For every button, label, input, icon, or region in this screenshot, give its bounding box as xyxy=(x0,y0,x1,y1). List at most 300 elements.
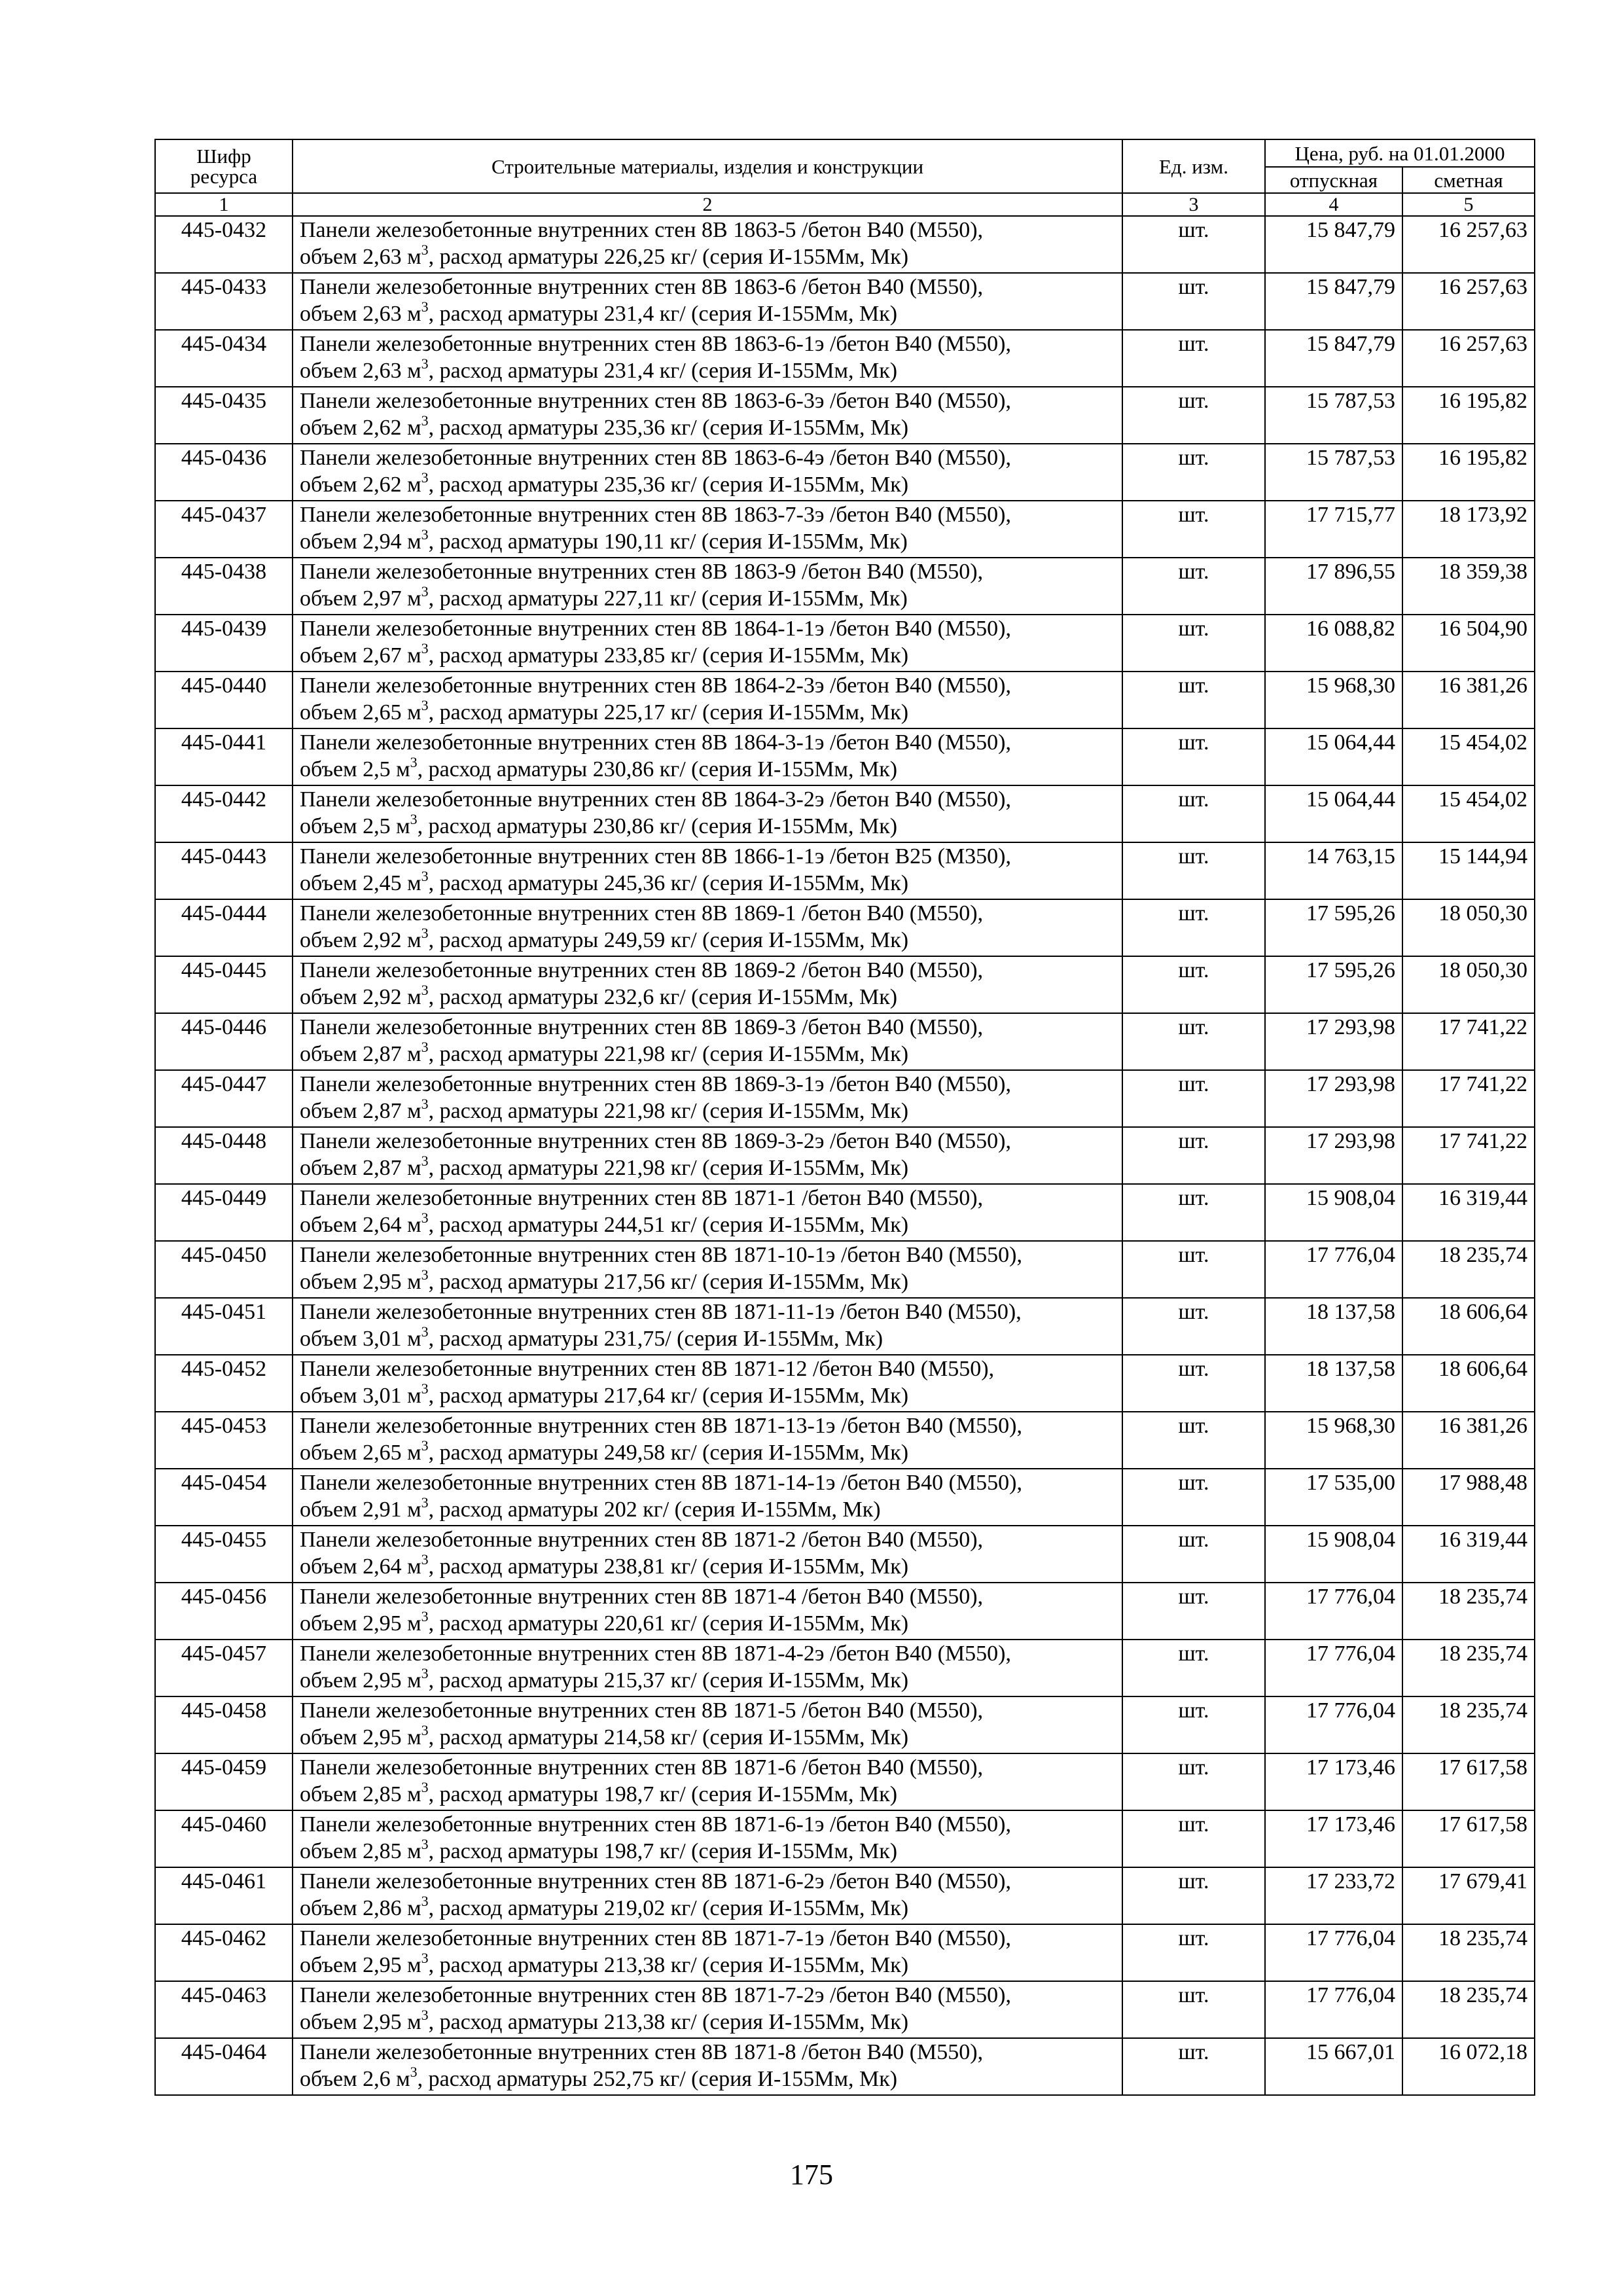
unit-of-measure: шт. xyxy=(1122,672,1265,728)
resource-code: 445-0463 xyxy=(155,1981,293,2038)
unit-of-measure: шт. xyxy=(1122,1184,1265,1241)
unit-of-measure: шт. xyxy=(1122,899,1265,956)
resource-code: 445-0452 xyxy=(155,1355,293,1412)
price-release: 15 968,30 xyxy=(1265,1412,1402,1469)
header-unit: Ед. изм. xyxy=(1122,139,1265,193)
resource-code: 445-0457 xyxy=(155,1640,293,1696)
unit-of-measure: шт. xyxy=(1122,2038,1265,2095)
description-line-2: , расход арматуры 198,7 кг/ (серия И-155Мм, Мк) xyxy=(428,1782,898,1806)
resource-code: 445-0455 xyxy=(155,1526,293,1583)
price-release: 17 776,04 xyxy=(1265,1583,1402,1640)
price-estimate: 18 235,74 xyxy=(1402,1696,1535,1753)
description-line-1: Панели железобетонные внутренних стен 8В 1871-6 /бетон В40 (М550), xyxy=(300,1755,984,1780)
price-estimate: 17 741,22 xyxy=(1402,1127,1535,1184)
price-release: 15 847,79 xyxy=(1265,273,1402,330)
resource-code: 445-0464 xyxy=(155,2038,293,2095)
price-estimate: 16 195,82 xyxy=(1402,387,1535,444)
description-line-1: Панели железобетонные внутренних стен 8В 1871-6-1э /бетон В40 (М550), xyxy=(300,1812,1012,1837)
resource-code: 445-0449 xyxy=(155,1184,293,1241)
price-release: 15 064,44 xyxy=(1265,785,1402,842)
description-line-2: , расход арматуры 249,58 кг/ (серия И-155Мм, Мк) xyxy=(428,1441,909,1465)
unit-of-measure: шт. xyxy=(1122,1696,1265,1753)
price-estimate: 18 050,30 xyxy=(1402,899,1535,956)
column-number: 5 xyxy=(1402,193,1535,216)
unit-of-measure: шт. xyxy=(1122,1355,1265,1412)
volume-exponent: 3 xyxy=(421,1210,429,1226)
description-line-2: , расход арматуры 231,4 кг/ (серия И-155Мм, Мк) xyxy=(428,302,898,326)
description-volume: объем 2,91 м xyxy=(300,1498,421,1522)
material-description xyxy=(293,615,1122,672)
price-release: 15 968,30 xyxy=(1265,672,1402,728)
resource-code: 445-0446 xyxy=(155,1013,293,1070)
resource-code: 445-0440 xyxy=(155,672,293,728)
description-line-2: , расход арматуры 217,64 кг/ (серия И-155Мм, Мк) xyxy=(428,1384,909,1408)
volume-exponent: 3 xyxy=(421,1039,429,1055)
description-line-2: , расход арматуры 231,75/ (серия И-155Мм, Мк) xyxy=(428,1327,883,1351)
price-estimate: 18 606,64 xyxy=(1402,1355,1535,1412)
header-code: Шифр ресурса xyxy=(155,139,293,193)
price-estimate: 18 173,92 xyxy=(1402,501,1535,558)
column-numbers-row xyxy=(155,193,1535,216)
description-line-1: Панели железобетонные внутренних стен 8В 1871-5 /бетон В40 (М550), xyxy=(300,1698,984,1723)
resource-code: 445-0443 xyxy=(155,842,293,899)
description-line-1: Панели железобетонные внутренних стен 8В 1864-1-1э /бетон В40 (М550), xyxy=(300,617,1012,641)
unit-of-measure: шт. xyxy=(1122,1924,1265,1981)
table-row xyxy=(155,1696,1535,1753)
table-row xyxy=(155,1753,1535,1810)
description-line-2: , расход арматуры 202 кг/ (серия И-155Мм, Мк) xyxy=(428,1498,881,1522)
resource-code: 445-0462 xyxy=(155,1924,293,1981)
description-line-2: , расход арматуры 232,6 кг/ (серия И-155Мм, Мк) xyxy=(428,985,898,1009)
material-description xyxy=(293,1298,1122,1355)
price-release: 17 896,55 xyxy=(1265,558,1402,615)
volume-exponent: 3 xyxy=(421,298,429,315)
description-line-1: Панели железобетонные внутренних стен 8В 1863-5 /бетон В40 (М550), xyxy=(300,218,984,242)
price-release: 16 088,82 xyxy=(1265,615,1402,672)
description-line-2: , расход арматуры 235,36 кг/ (серия И-155Мм, Мк) xyxy=(428,473,909,497)
description-volume: объем 2,94 м xyxy=(300,529,421,554)
unit-of-measure: шт. xyxy=(1122,273,1265,330)
description-line-1: Панели железобетонные внутренних стен 8В 1864-3-1э /бетон В40 (М550), xyxy=(300,730,1012,755)
table-row xyxy=(155,1070,1535,1127)
price-release: 15 908,04 xyxy=(1265,1526,1402,1583)
price-estimate: 16 381,26 xyxy=(1402,1412,1535,1469)
description-line-1: Панели железобетонные внутренних стен 8В 1869-3-1э /бетон В40 (М550), xyxy=(300,1072,1012,1096)
description-line-2: , расход арматуры 244,51 кг/ (серия И-155Мм, Мк) xyxy=(428,1213,909,1237)
material-description xyxy=(293,1981,1122,2038)
price-estimate: 16 319,44 xyxy=(1402,1526,1535,1583)
unit-of-measure: шт. xyxy=(1122,1583,1265,1640)
unit-of-measure: шт. xyxy=(1122,387,1265,444)
description-line-1: Панели железобетонные внутренних стен 8В 1863-9 /бетон В40 (М550), xyxy=(300,560,984,584)
table-row xyxy=(155,1298,1535,1355)
description-line-1: Панели железобетонные внутренних стен 8В 1869-3-2э /бетон В40 (М550), xyxy=(300,1129,1012,1153)
unit-of-measure: шт. xyxy=(1122,1298,1265,1355)
price-release: 15 908,04 xyxy=(1265,1184,1402,1241)
price-estimate: 18 050,30 xyxy=(1402,956,1535,1013)
resource-code: 445-0441 xyxy=(155,728,293,785)
volume-exponent: 3 xyxy=(421,526,429,543)
price-estimate: 15 144,94 xyxy=(1402,842,1535,899)
material-description xyxy=(293,1583,1122,1640)
material-description xyxy=(293,1526,1122,1583)
unit-of-measure: шт. xyxy=(1122,330,1265,387)
description-line-1: Панели железобетонные внутренних стен 8В 1871-2 /бетон В40 (М550), xyxy=(300,1528,984,1552)
resource-code: 445-0433 xyxy=(155,273,293,330)
volume-exponent: 3 xyxy=(421,583,429,600)
material-description xyxy=(293,558,1122,615)
price-estimate: 16 257,63 xyxy=(1402,330,1535,387)
price-release: 14 763,15 xyxy=(1265,842,1402,899)
price-release: 17 293,98 xyxy=(1265,1127,1402,1184)
description-volume: объем 2,62 м xyxy=(300,473,421,497)
volume-exponent: 3 xyxy=(421,355,429,372)
volume-exponent: 3 xyxy=(410,2064,418,2080)
description-line-2: , расход арматуры 215,37 кг/ (серия И-155Мм, Мк) xyxy=(428,1668,909,1693)
unit-of-measure: шт. xyxy=(1122,1412,1265,1469)
description-volume: объем 2,87 м xyxy=(300,1156,421,1180)
material-description xyxy=(293,728,1122,785)
unit-of-measure: шт. xyxy=(1122,1753,1265,1810)
unit-of-measure: шт. xyxy=(1122,501,1265,558)
table-row xyxy=(155,672,1535,728)
description-line-2: , расход арматуры 198,7 кг/ (серия И-155Мм, Мк) xyxy=(428,1839,898,1863)
description-line-1: Панели железобетонные внутренних стен 8В 1869-1 /бетон В40 (М550), xyxy=(300,901,984,925)
price-release: 15 787,53 xyxy=(1265,387,1402,444)
price-estimate: 17 617,58 xyxy=(1402,1810,1535,1867)
material-description xyxy=(293,1469,1122,1526)
description-volume: объем 2,85 м xyxy=(300,1839,421,1863)
description-volume: объем 2,63 м xyxy=(300,359,421,383)
page-number: 175 xyxy=(790,2159,833,2191)
description-volume: объем 2,95 м xyxy=(300,1725,421,1749)
description-line-1: Панели железобетонные внутренних стен 8В 1871-10-1э /бетон В40 (М550), xyxy=(300,1243,1023,1267)
resource-code: 445-0437 xyxy=(155,501,293,558)
table-row xyxy=(155,1184,1535,1241)
description-line-2: , расход арматуры 231,4 кг/ (серия И-155Мм, Мк) xyxy=(428,359,898,383)
volume-exponent: 3 xyxy=(421,1608,429,1624)
price-release: 17 776,04 xyxy=(1265,1241,1402,1298)
volume-exponent: 3 xyxy=(421,1551,429,1568)
description-line-2: , расход арматуры 214,58 кг/ (серия И-155Мм, Мк) xyxy=(428,1725,909,1749)
volume-exponent: 3 xyxy=(421,1323,429,1340)
table-row xyxy=(155,1469,1535,1526)
volume-exponent: 3 xyxy=(421,925,429,941)
material-description xyxy=(293,672,1122,728)
column-number: 4 xyxy=(1265,193,1402,216)
material-description xyxy=(293,899,1122,956)
description-volume: объем 2,85 м xyxy=(300,1782,421,1806)
price-estimate: 15 454,02 xyxy=(1402,728,1535,785)
table-row xyxy=(155,2038,1535,2095)
price-estimate: 18 235,74 xyxy=(1402,1924,1535,1981)
column-number: 2 xyxy=(293,193,1122,216)
description-line-2: , расход арматуры 235,36 кг/ (серия И-155Мм, Мк) xyxy=(428,416,909,440)
unit-of-measure: шт. xyxy=(1122,956,1265,1013)
unit-of-measure: шт. xyxy=(1122,1640,1265,1696)
column-number: 1 xyxy=(155,193,293,216)
description-volume: объем 2,87 м xyxy=(300,1042,421,1066)
description-volume: объем 2,5 м xyxy=(300,814,410,838)
description-line-1: Панели железобетонные внутренних стен 8В 1864-2-3э /бетон В40 (М550), xyxy=(300,673,1012,698)
material-description xyxy=(293,1355,1122,1412)
description-line-1: Панели железобетонные внутренних стен 8В 1871-4-2э /бетон В40 (М550), xyxy=(300,1641,1012,1666)
table-row xyxy=(155,1981,1535,2038)
volume-exponent: 3 xyxy=(410,754,418,770)
volume-exponent: 3 xyxy=(421,1893,429,1909)
volume-exponent: 3 xyxy=(421,1950,429,1966)
resource-code: 445-0445 xyxy=(155,956,293,1013)
header-price-release: отпускная xyxy=(1265,167,1402,193)
table-row xyxy=(155,956,1535,1013)
price-estimate: 18 606,64 xyxy=(1402,1298,1535,1355)
material-description xyxy=(293,1412,1122,1469)
unit-of-measure: шт. xyxy=(1122,1013,1265,1070)
table-header xyxy=(155,139,1535,216)
table-body xyxy=(155,216,1535,2095)
price-release: 17 595,26 xyxy=(1265,899,1402,956)
resource-code: 445-0454 xyxy=(155,1469,293,1526)
description-line-2: , расход арматуры 226,25 кг/ (серия И-155Мм, Мк) xyxy=(428,245,909,269)
volume-exponent: 3 xyxy=(421,1096,429,1112)
material-description xyxy=(293,1810,1122,1867)
description-line-2: , расход арматуры 221,98 кг/ (серия И-155Мм, Мк) xyxy=(428,1156,909,1180)
description-line-2: , расход арматуры 233,85 кг/ (серия И-155Мм, Мк) xyxy=(428,643,909,668)
table-row xyxy=(155,387,1535,444)
material-description xyxy=(293,1696,1122,1753)
resource-code: 445-0460 xyxy=(155,1810,293,1867)
unit-of-measure: шт. xyxy=(1122,444,1265,501)
unit-of-measure: шт. xyxy=(1122,1810,1265,1867)
material-description xyxy=(293,1070,1122,1127)
description-line-1: Панели железобетонные внутренних стен 8В 1871-13-1э /бетон В40 (М550), xyxy=(300,1414,1023,1438)
resource-code: 445-0459 xyxy=(155,1753,293,1810)
unit-of-measure: шт. xyxy=(1122,1070,1265,1127)
volume-exponent: 3 xyxy=(421,640,429,656)
price-release: 17 776,04 xyxy=(1265,1640,1402,1696)
table-row xyxy=(155,273,1535,330)
description-volume: объем 2,62 м xyxy=(300,416,421,440)
description-line-1: Панели железобетонные внутренних стен 8В 1871-6-2э /бетон В40 (М550), xyxy=(300,1869,1012,1893)
description-line-2: , расход арматуры 190,11 кг/ (серия И-155Мм, Мк) xyxy=(428,529,908,554)
resource-code: 445-0435 xyxy=(155,387,293,444)
table-row xyxy=(155,1013,1535,1070)
price-release: 17 776,04 xyxy=(1265,1981,1402,2038)
price-release: 17 776,04 xyxy=(1265,1696,1402,1753)
description-volume: объем 2,95 м xyxy=(300,1611,421,1636)
price-estimate: 18 235,74 xyxy=(1402,1640,1535,1696)
description-line-1: Панели железобетонные внутренних стен 8В 1864-3-2э /бетон В40 (М550), xyxy=(300,787,1012,812)
description-line-1: Панели железобетонные внутренних стен 8В 1871-12 /бетон В40 (М550), xyxy=(300,1357,995,1381)
description-volume: объем 2,92 м xyxy=(300,985,421,1009)
volume-exponent: 3 xyxy=(421,868,429,884)
table-row xyxy=(155,1583,1535,1640)
unit-of-measure: шт. xyxy=(1122,558,1265,615)
resource-code: 445-0450 xyxy=(155,1241,293,1298)
description-volume: объем 2,97 м xyxy=(300,586,421,611)
material-description xyxy=(293,1640,1122,1696)
volume-exponent: 3 xyxy=(421,1836,429,1852)
volume-exponent: 3 xyxy=(410,811,418,827)
price-estimate: 16 319,44 xyxy=(1402,1184,1535,1241)
material-description xyxy=(293,273,1122,330)
description-line-1: Панели железобетонные внутренних стен 8В 1866-1-1э /бетон В25 (М350), xyxy=(300,844,1012,869)
description-line-2: , расход арматуры 213,38 кг/ (серия И-155Мм, Мк) xyxy=(428,2010,909,2034)
price-estimate: 18 235,74 xyxy=(1402,1583,1535,1640)
volume-exponent: 3 xyxy=(421,1437,429,1454)
unit-of-measure: шт. xyxy=(1122,1981,1265,2038)
material-description xyxy=(293,842,1122,899)
description-volume: объем 2,92 м xyxy=(300,928,421,952)
description-line-2: , расход арматуры 213,38 кг/ (серия И-155Мм, Мк) xyxy=(428,1953,909,1977)
price-release: 15 667,01 xyxy=(1265,2038,1402,2095)
price-estimate: 18 235,74 xyxy=(1402,1981,1535,2038)
description-volume: объем 2,95 м xyxy=(300,1668,421,1693)
price-estimate: 17 741,22 xyxy=(1402,1013,1535,1070)
price-release: 18 137,58 xyxy=(1265,1355,1402,1412)
material-description xyxy=(293,330,1122,387)
description-volume: объем 3,01 м xyxy=(300,1384,421,1408)
description-volume: объем 2,45 м xyxy=(300,871,421,895)
table-row xyxy=(155,1241,1535,1298)
price-release: 17 173,46 xyxy=(1265,1810,1402,1867)
material-description xyxy=(293,1924,1122,1981)
unit-of-measure: шт. xyxy=(1122,216,1265,273)
price-estimate: 16 257,63 xyxy=(1402,273,1535,330)
description-volume: объем 2,64 м xyxy=(300,1213,421,1237)
price-estimate: 18 235,74 xyxy=(1402,1241,1535,1298)
price-release: 15 787,53 xyxy=(1265,444,1402,501)
price-release: 17 535,00 xyxy=(1265,1469,1402,1526)
description-line-2: , расход арматуры 238,81 кг/ (серия И-155Мм, Мк) xyxy=(428,1554,909,1579)
resource-code: 445-0442 xyxy=(155,785,293,842)
resource-code: 445-0458 xyxy=(155,1696,293,1753)
description-line-2: , расход арматуры 221,98 кг/ (серия И-155Мм, Мк) xyxy=(428,1042,909,1066)
volume-exponent: 3 xyxy=(421,1380,429,1397)
material-description xyxy=(293,1867,1122,1924)
resource-code: 445-0432 xyxy=(155,216,293,273)
description-line-2: , расход арматуры 219,02 кг/ (серия И-155Мм, Мк) xyxy=(428,1896,909,1920)
material-description xyxy=(293,785,1122,842)
unit-of-measure: шт. xyxy=(1122,1469,1265,1526)
material-description xyxy=(293,1241,1122,1298)
description-line-2: , расход арматуры 225,17 кг/ (серия И-155Мм, Мк) xyxy=(428,700,909,725)
table-row xyxy=(155,501,1535,558)
table-row xyxy=(155,615,1535,672)
price-release: 17 173,46 xyxy=(1265,1753,1402,1810)
resource-code: 445-0451 xyxy=(155,1298,293,1355)
table-row xyxy=(155,1412,1535,1469)
price-estimate: 16 195,82 xyxy=(1402,444,1535,501)
price-estimate: 17 679,41 xyxy=(1402,1867,1535,1924)
price-release: 17 595,26 xyxy=(1265,956,1402,1013)
description-line-1: Панели железобетонные внутренних стен 8В 1863-6-4э /бетон В40 (М550), xyxy=(300,446,1012,470)
header-name: Строительные материалы, изделия и конструкции xyxy=(293,139,1122,193)
resource-code: 445-0448 xyxy=(155,1127,293,1184)
description-volume: объем 2,63 м xyxy=(300,302,421,326)
volume-exponent: 3 xyxy=(421,2007,429,2023)
header-price: Цена, руб. на 01.01.2000 xyxy=(1265,139,1535,167)
price-estimate: 16 257,63 xyxy=(1402,216,1535,273)
volume-exponent: 3 xyxy=(421,242,429,258)
description-volume: объем 2,65 м xyxy=(300,1441,421,1465)
price-release: 17 293,98 xyxy=(1265,1070,1402,1127)
price-release: 17 293,98 xyxy=(1265,1013,1402,1070)
volume-exponent: 3 xyxy=(421,1153,429,1169)
description-line-1: Панели железобетонные внутренних стен 8В 1871-7-2э /бетон В40 (М550), xyxy=(300,1983,1012,2007)
price-estimate: 16 381,26 xyxy=(1402,672,1535,728)
unit-of-measure: шт. xyxy=(1122,1867,1265,1924)
description-volume: объем 2,87 м xyxy=(300,1099,421,1123)
material-description xyxy=(293,444,1122,501)
resource-code: 445-0438 xyxy=(155,558,293,615)
volume-exponent: 3 xyxy=(421,697,429,713)
volume-exponent: 3 xyxy=(421,1722,429,1738)
resource-code: 445-0461 xyxy=(155,1867,293,1924)
description-line-2: , расход арматуры 230,86 кг/ (серия И-155Мм, Мк) xyxy=(417,757,898,781)
description-line-1: Панели железобетонные внутренних стен 8В 1871-7-1э /бетон В40 (М550), xyxy=(300,1926,1012,1950)
unit-of-measure: шт. xyxy=(1122,1127,1265,1184)
table-row xyxy=(155,728,1535,785)
table-row xyxy=(155,216,1535,273)
description-line-2: , расход арматуры 230,86 кг/ (серия И-155Мм, Мк) xyxy=(417,814,898,838)
description-volume: объем 2,5 м xyxy=(300,757,410,781)
unit-of-measure: шт. xyxy=(1122,615,1265,672)
resource-code: 445-0444 xyxy=(155,899,293,956)
unit-of-measure: шт. xyxy=(1122,785,1265,842)
resource-code: 445-0453 xyxy=(155,1412,293,1469)
resource-code: 445-0439 xyxy=(155,615,293,672)
table-row xyxy=(155,785,1535,842)
unit-of-measure: шт. xyxy=(1122,1526,1265,1583)
description-volume: объем 2,95 м xyxy=(300,1270,421,1294)
description-volume: объем 2,63 м xyxy=(300,245,421,269)
description-volume: объем 2,64 м xyxy=(300,1554,421,1579)
description-line-1: Панели железобетонные внутренних стен 8В 1863-6 /бетон В40 (М550), xyxy=(300,275,984,299)
table-row xyxy=(155,1924,1535,1981)
volume-exponent: 3 xyxy=(421,1779,429,1795)
material-description xyxy=(293,1013,1122,1070)
price-table xyxy=(154,139,1535,2096)
unit-of-measure: шт. xyxy=(1122,1241,1265,1298)
description-line-2: , расход арматуры 217,56 кг/ (серия И-155Мм, Мк) xyxy=(428,1270,909,1294)
description-line-2: , расход арматуры 227,11 кг/ (серия И-155Мм, Мк) xyxy=(428,586,908,611)
description-line-1: Панели железобетонные внутренних стен 8В 1871-14-1э /бетон В40 (М550), xyxy=(300,1471,1023,1495)
price-release: 17 233,72 xyxy=(1265,1867,1402,1924)
material-description xyxy=(293,1753,1122,1810)
unit-of-measure: шт. xyxy=(1122,842,1265,899)
price-estimate: 16 504,90 xyxy=(1402,615,1535,672)
description-line-1: Панели железобетонные внутренних стен 8В 1869-3 /бетон В40 (М550), xyxy=(300,1015,984,1039)
table-row xyxy=(155,1355,1535,1412)
material-description xyxy=(293,501,1122,558)
description-line-1: Панели железобетонные внутренних стен 8В 1871-1 /бетон В40 (М550), xyxy=(300,1186,984,1210)
description-line-2: , расход арматуры 252,75 кг/ (серия И-155Мм, Мк) xyxy=(417,2067,898,2091)
price-release: 17 715,77 xyxy=(1265,501,1402,558)
volume-exponent: 3 xyxy=(421,982,429,998)
material-description xyxy=(293,1184,1122,1241)
volume-exponent: 3 xyxy=(421,469,429,486)
price-estimate: 16 072,18 xyxy=(1402,2038,1535,2095)
description-line-1: Панели железобетонные внутренних стен 8В 1863-6-3э /бетон В40 (М550), xyxy=(300,389,1012,413)
table-row xyxy=(155,444,1535,501)
volume-exponent: 3 xyxy=(421,412,429,429)
description-volume: объем 3,01 м xyxy=(300,1327,421,1351)
description-line-2: , расход арматуры 245,36 кг/ (серия И-155Мм, Мк) xyxy=(428,871,909,895)
description-line-2: , расход арматуры 220,61 кг/ (серия И-155Мм, Мк) xyxy=(428,1611,909,1636)
table-row xyxy=(155,1810,1535,1867)
price-estimate: 18 359,38 xyxy=(1402,558,1535,615)
